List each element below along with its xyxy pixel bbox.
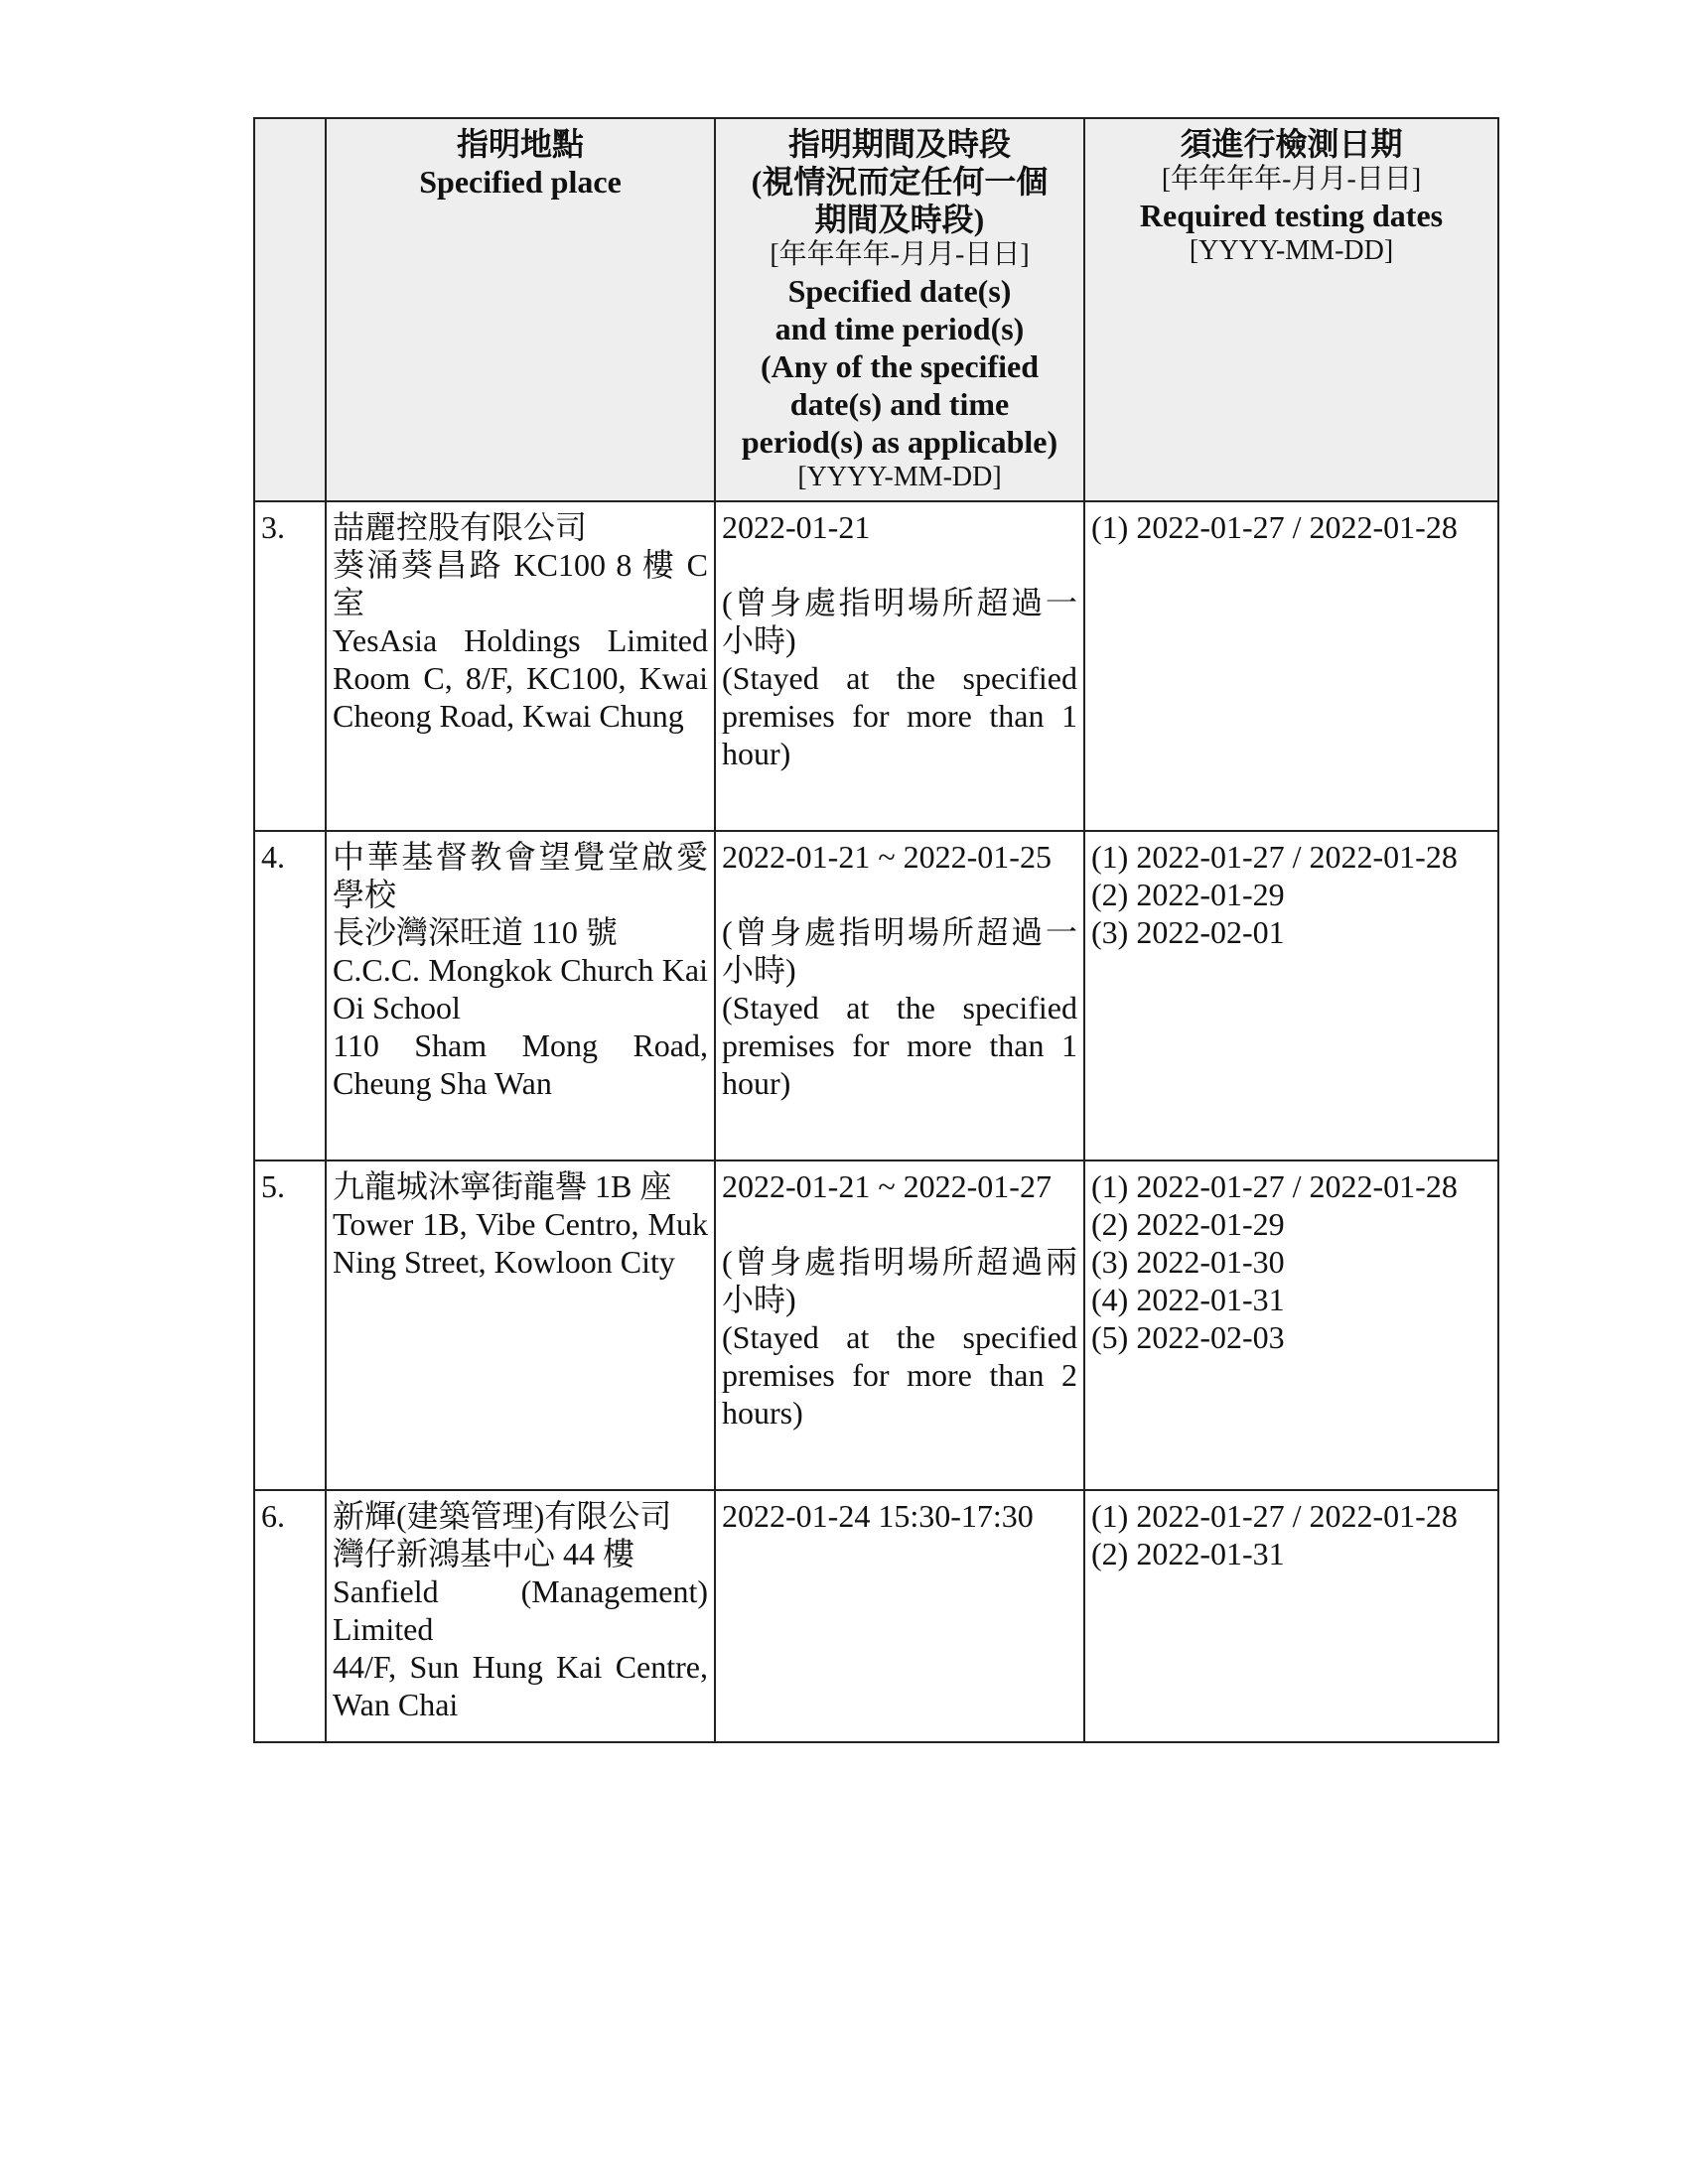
place-cell [326,1160,715,1490]
place-cell [326,1490,715,1742]
place-address-en: 44/F, Sun Hung Kai Centre, Wan Chai [333,1649,708,1722]
test-date: (4) 2022-01-31 [1091,1282,1285,1317]
place-zh: 九龍城沐寧街龍譽 1B 座 [333,1168,672,1204]
period-cell [715,501,1084,831]
period-date: 2022-01-21 [722,509,871,545]
period-note-zh: (曾身處指明場所超過兩小時) [722,1244,1077,1317]
period-date: 2022-01-24 15:30-17:30 [722,1498,1034,1534]
period-note-zh: (曾身處指明場所超過一小時) [722,914,1077,988]
header-period-format-zh: [年年年年-月月-日日] [770,239,1030,270]
table-header-row [254,118,1498,501]
period-cell [715,831,1084,1160]
header-period-cell [715,118,1084,501]
header-test-format-en: [YYYY-MM-DD] [1189,235,1394,266]
test-date: (1) 2022-01-27 / 2022-01-28 [1091,1498,1458,1534]
test-date: (1) 2022-01-27 / 2022-01-28 [1091,509,1458,545]
test-date: (5) 2022-02-03 [1091,1319,1285,1355]
header-place-zh: 指明地點 [456,126,584,162]
table-row [254,831,1498,1160]
place-cell [326,501,715,831]
test-date: (3) 2022-02-01 [1091,914,1285,950]
period-cell [715,1160,1084,1490]
header-place-cell [326,118,715,501]
header-period-en-4: date(s) and time [789,386,1010,422]
header-test-format-zh: [年年年年-月月-日日] [1161,164,1422,195]
test-date: (3) 2022-01-30 [1091,1244,1285,1280]
period-date: 2022-01-21 ~ 2022-01-27 [722,1168,1052,1204]
header-period-en-1: Specified date(s) [787,273,1012,309]
place-name-zh: 中華基督教會望覺堂啟愛學校 [333,839,708,912]
test-dates-cell [1084,831,1498,1160]
test-date: (2) 2022-01-29 [1091,877,1285,912]
test-dates-cell [1084,501,1498,831]
place-address-zh: 灣仔新鴻基中心 44 樓 [333,1536,635,1571]
period-note-en: (Stayed at the specified premises for more than 1 hour) [722,660,1077,771]
test-dates-cell [1084,1160,1498,1490]
period-note-en: (Stayed at the specified premises for more than 1 hour) [722,990,1077,1101]
header-period-en-5: period(s) as applicable) [741,424,1058,460]
period-note-en: (Stayed at the specified premises for more than 2 hours) [722,1319,1077,1431]
specified-places-table [253,117,1499,1743]
header-period-zh-3: 期間及時段) [814,202,985,237]
place-name-en: Sanfield (Management) Limited [333,1573,708,1647]
table-row [254,501,1498,831]
place-en: YesAsia Holdings Limited Room C, 8/F, KC100, Kwai Cheong Road, Kwai Chung [333,622,708,734]
header-place-en: Specified place [419,164,622,200]
table-row [254,1160,1498,1490]
place-address-en: 110 Sham Mong Road, Cheung Sha Wan [333,1027,708,1101]
place-name-en: C.C.C. Mongkok Church Kai Oi School [333,952,708,1025]
header-period-en-3: (Any of the specified [761,348,1039,384]
header-test-en: Required testing dates [1139,198,1444,233]
period-cell [715,1490,1084,1742]
header-period-format-en: [YYYY-MM-DD] [797,462,1002,492]
place-address-zh: 長沙灣深旺道 110 號 [333,914,618,950]
place-name-zh: 喆麗控股有限公司 [333,509,588,545]
test-dates-cell [1084,1490,1498,1742]
place-address-zh: 葵涌葵昌路 KC100 8 樓 C 室 [333,547,708,620]
row-number: 5. [254,1160,326,1490]
row-number: 6. [254,1490,326,1742]
period-note-zh: (曾身處指明場所超過一小時) [722,585,1077,658]
header-period-zh-2: (視情況而定任何一個 [751,164,1049,200]
test-date: (1) 2022-01-27 / 2022-01-28 [1091,839,1458,875]
place-cell [326,831,715,1160]
header-test-cell [1084,118,1498,501]
row-number: 3. [254,501,326,831]
period-date: 2022-01-21 ~ 2022-01-25 [722,839,1052,875]
place-name-zh: 新輝(建築管理)有限公司 [333,1498,672,1534]
test-date: (1) 2022-01-27 / 2022-01-28 [1091,1168,1458,1204]
header-period-en-2: and time period(s) [774,311,1025,346]
place-en: Tower 1B, Vibe Centro, Muk Ning Street, Kowloon City [333,1206,708,1280]
row-number: 4. [254,831,326,1160]
table-row [254,1490,1498,1742]
header-number-cell [254,118,326,501]
test-date: (2) 2022-01-31 [1091,1536,1285,1571]
test-date: (2) 2022-01-29 [1091,1206,1285,1242]
header-test-zh: 須進行檢測日期 [1180,126,1403,162]
header-period-zh-1: 指明期間及時段 [787,126,1011,162]
